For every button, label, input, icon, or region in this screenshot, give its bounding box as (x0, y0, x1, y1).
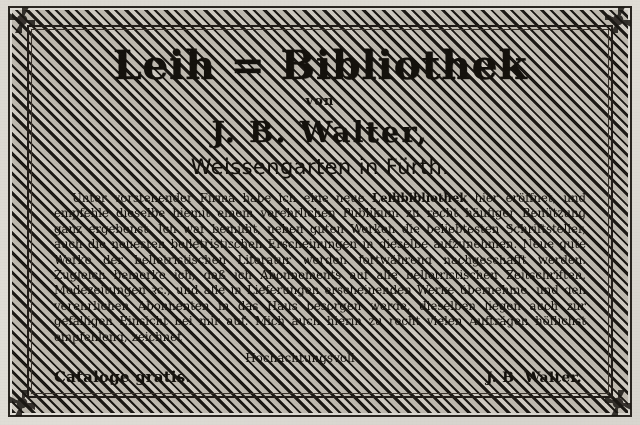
corner-ornament-top-left (9, 7, 35, 33)
byline-preposition: von (305, 93, 335, 109)
footer-row (52, 368, 588, 386)
location-line: Weissengarten in Fürth. (190, 154, 450, 179)
body-paragraph: Unter vorstehender Firma habe ich eine neue Leihbibliothek hier eröffnet, und empfehle dieselbe hiemit einem verehrlichen Publikum zu recht häufiger Benützung ganz ergebenst. Ich war bemüht, neben guten Werken die beliebtesten Schriftsteller, auch die neuesten belletristischen Erscheinungen in dieselbe aufzunehmen. Neue gute Werke der belletristischen Literatur werden fortwährend nachgeschafft werden. Zugleich bemerke ich, daß ich Abonnements auf alle belletristischen Zeitschriften, Modezeitungen ꝛc., und alle in Lieferungen erscheinenden Werke übernehme, und den verehrlichen Abonnenten in das Haus besorgen werde, dieselben liegen auch zur gefälligen Einsicht bei mir auf. Mich auch hierin zu recht vielen Aufträgen höflichst empfehlend, zeichnet (54, 190, 586, 344)
catalog-note: Cataloge gratis. (54, 368, 191, 387)
signature-name: J. B. Walter. (485, 370, 582, 387)
page-title: Leih = Bibliothek (112, 42, 528, 89)
author-name: J. B. Walter, (211, 114, 429, 149)
corner-ornament-bottom-left (9, 390, 35, 416)
corner-ornament-bottom-right (605, 390, 631, 416)
corner-ornament-top-right (605, 7, 631, 33)
closing-salutation: Hochachtungsvoll (245, 351, 355, 366)
advertisement-content (38, 34, 602, 389)
body-emphasis: Leihbibliothek (371, 190, 468, 205)
body-copy (52, 191, 588, 345)
